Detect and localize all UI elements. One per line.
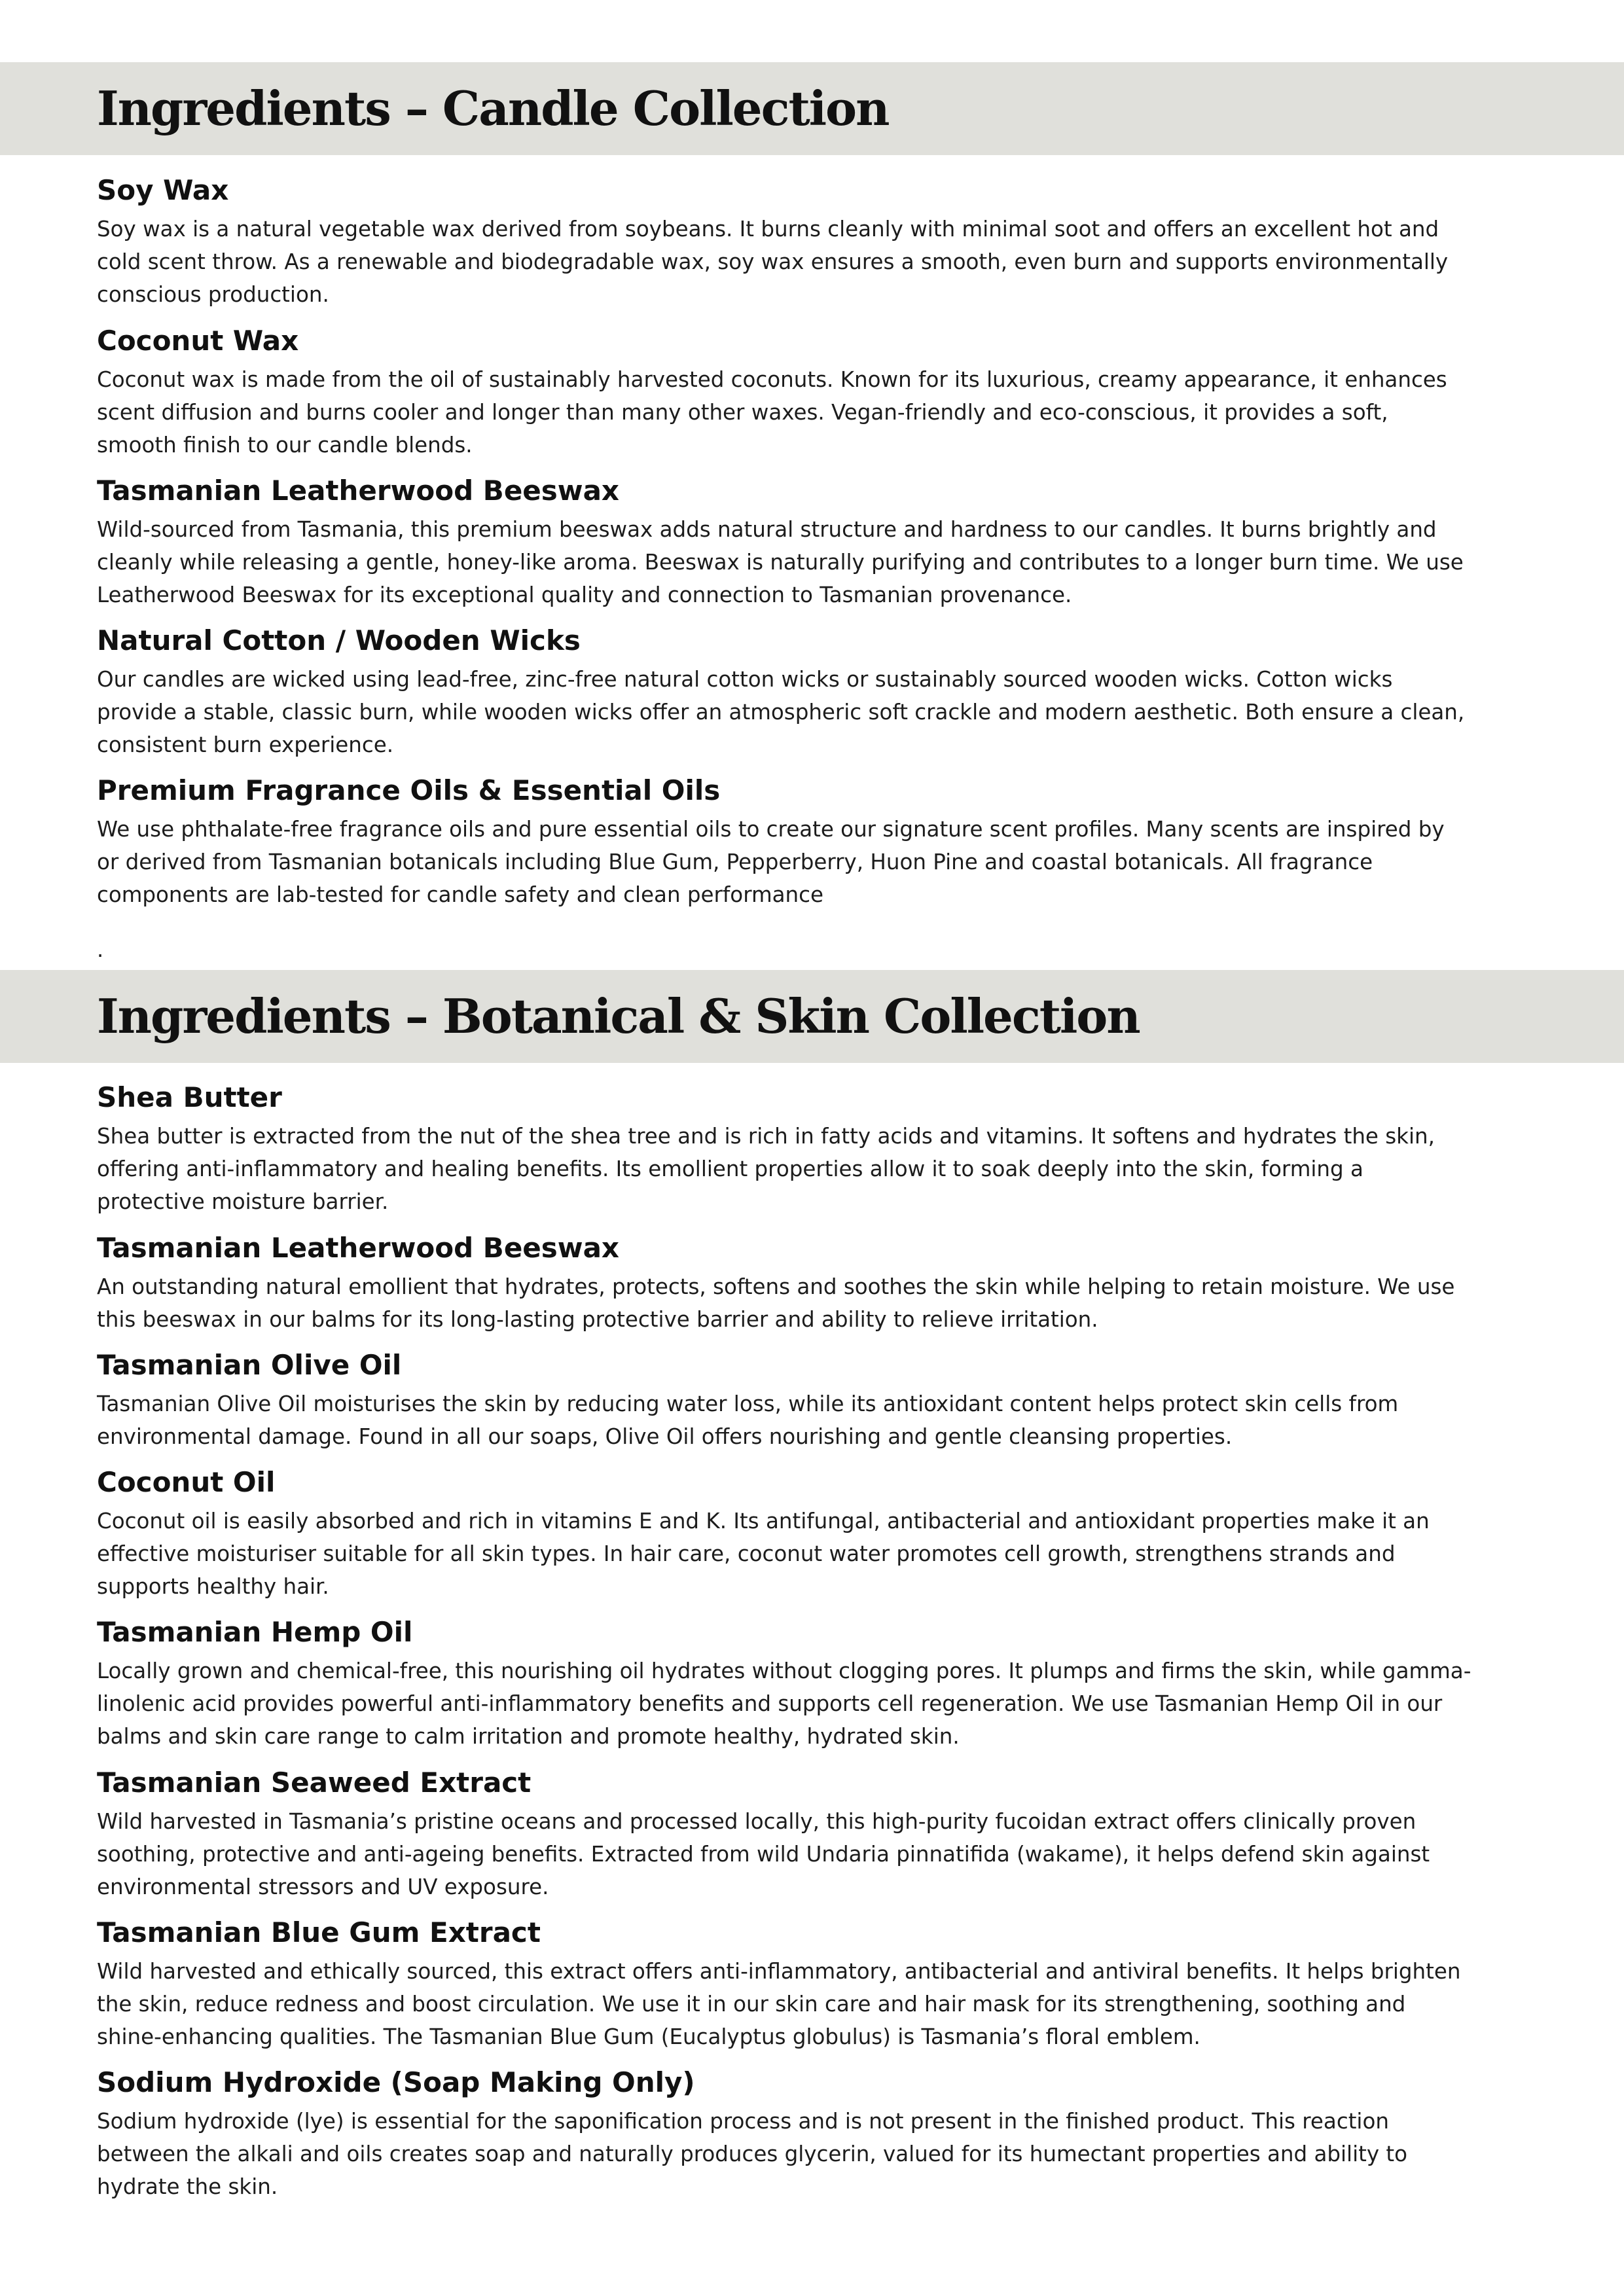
ingredient-entry [97, 1347, 1471, 1453]
ingredient-description: An outstanding natural emollient that hydrates, protects, softens and soothes the skin while helping to retain moisture. We use this beeswax in our balms for its long-lasting protective barrier and ability to relieve irritation. [97, 1274, 1455, 1332]
section-title: Ingredients – Botanical & Skin Collection [97, 988, 1140, 1044]
ingredient-entry [97, 772, 1471, 911]
ingredient-entry [97, 323, 1471, 461]
section-header-botanical [0, 970, 1624, 1063]
ingredient-description: Shea butter is extracted from the nut of the shea tree and is rich in fatty acids and vitamins. It softens and hydrates the skin, offering anti-inflammatory and healing benefits. Its emollient properties allow it to soak deeply into the skin, forming a protective moisture barrier. [97, 1124, 1435, 1214]
ingredient-description: Wild-sourced from Tasmania, this premium beeswax adds natural structure and hardness to our candles. It burns brightly and cleanly while releasing a gentle, honey-like aroma. Beeswax is naturally purifying and contributes to a longer burn time. We use Leatherwood Beeswax for its exceptional quality and connection to Tasmanian provenance. [97, 517, 1464, 607]
ingredient-description: We use phthalate-free fragrance oils and pure essential oils to create our signature scent profiles. Many scents are inspired by or derived from Tasmanian botanicals including Blue Gum, Pepperberry, Huon Pine and coastal botanicals. All fragrance components are lab-tested for candle safety and clean performance [97, 817, 1445, 907]
ingredient-entry [97, 1765, 1471, 1903]
ingredient-heading: Tasmanian Blue Gum Extract [97, 1916, 541, 1948]
ingredient-entry [97, 172, 1471, 311]
ingredient-entry [97, 2064, 1471, 2203]
ingredient-heading: Tasmanian Hemp Oil [97, 1616, 413, 1648]
ingredient-entry [97, 1079, 1471, 1218]
ingredient-description: Coconut oil is easily absorbed and rich in vitamins E and K. Its antifungal, antibacterial and antioxidant properties make it an effective moisturiser suitable for all skin types. In hair care, coconut water promotes cell growth, strengthens strands and supports healthy hair. [97, 1509, 1430, 1599]
section-title: Ingredients – Candle Collection [97, 81, 889, 136]
ingredient-heading: Soy Wax [97, 174, 229, 206]
ingredient-description: Wild harvested in Tasmania’s pristine oceans and processed locally, this high-purity fucoidan extract offers clinically proven soothing, protective and anti-ageing benefits. Extracted from wild Undaria pinnatifida (wakame), it helps defend skin against environmental stressors and UV exposure. [97, 1809, 1430, 1899]
ingredient-entry [97, 1230, 1471, 1336]
ingredient-heading: Tasmanian Leatherwood Beeswax [97, 1232, 620, 1264]
trailing-period: . [97, 937, 104, 962]
ingredient-heading: Sodium Hydroxide (Soap Making Only) [97, 2066, 695, 2098]
ingredient-description: Coconut wax is made from the oil of sustainably harvested coconuts. Known for its luxurious, creamy appearance, it enhances scent diffusion and burns cooler and longer than many other waxes. Vegan-friendly and eco-conscious, it provides a soft, smooth finish to our candle blends. [97, 367, 1447, 457]
ingredient-entry [97, 622, 1471, 761]
ingredient-heading: Coconut Oil [97, 1466, 276, 1498]
ingredient-description: Our candles are wicked using lead-free, zinc-free natural cotton wicks or sustainably sourced wooden wicks. Cotton wicks provide a stable, classic burn, while wooden wicks offer an atmospheric soft crackle and modern aesthetic. Both ensure a clean, consistent burn experience. [97, 667, 1465, 757]
ingredient-description: Wild harvested and ethically sourced, this extract offers anti-inflammatory, antibacterial and antiviral benefits. It helps brighten the skin, reduce redness and boost circulation. We use it in our skin care and hair mask for its strengthening, soothing and shine-enhancing qualities. The Tasmanian Blue Gum (Eucalyptus globulus) is Tasmania’s floral emblem. [97, 1959, 1461, 2049]
ingredient-heading: Tasmanian Seaweed Extract [97, 1767, 532, 1799]
ingredient-heading: Premium Fragrance Oils & Essential Oils [97, 774, 721, 806]
ingredient-description: Sodium hydroxide (lye) is essential for the saponification process and is not present in the finished product. This reaction between the alkali and oils creates soap and naturally produces glycerin, valued for its humectant properties and ability to hydrate the skin. [97, 2109, 1408, 2199]
ingredient-entry [97, 1464, 1471, 1603]
ingredient-entry [97, 1914, 1471, 2053]
ingredient-description: Locally grown and chemical-free, this nourishing oil hydrates without clogging pores. It plumps and firms the skin, while gamma-linolenic acid provides powerful anti-inflammatory benefits and supports cell regeneration. We use Tasmanian Hemp Oil in our balms and skin care range to calm irritation and promote healthy, hydrated skin. [97, 1659, 1471, 1749]
ingredient-description: Soy wax is a natural vegetable wax derived from soybeans. It burns cleanly with minimal soot and offers an excellent hot and cold scent throw. As a renewable and biodegradable wax, soy wax ensures a smooth, even burn and supports environmentally conscious production. [97, 217, 1449, 307]
ingredient-heading: Tasmanian Olive Oil [97, 1349, 402, 1381]
ingredient-heading: Tasmanian Leatherwood Beeswax [97, 475, 620, 507]
ingredient-entry [97, 473, 1471, 611]
ingredient-entry [97, 1614, 1471, 1753]
ingredient-description: Tasmanian Olive Oil moisturises the skin by reducing water loss, while its antioxidant content helps protect skin cells from environmental damage. Found in all our soaps, Olive Oil offers nourishing and gentle cleansing properties. [97, 1391, 1399, 1449]
section-header-candle [0, 62, 1624, 155]
ingredient-heading: Natural Cotton / Wooden Wicks [97, 624, 581, 656]
ingredient-heading: Coconut Wax [97, 325, 299, 357]
ingredient-heading: Shea Butter [97, 1081, 282, 1113]
